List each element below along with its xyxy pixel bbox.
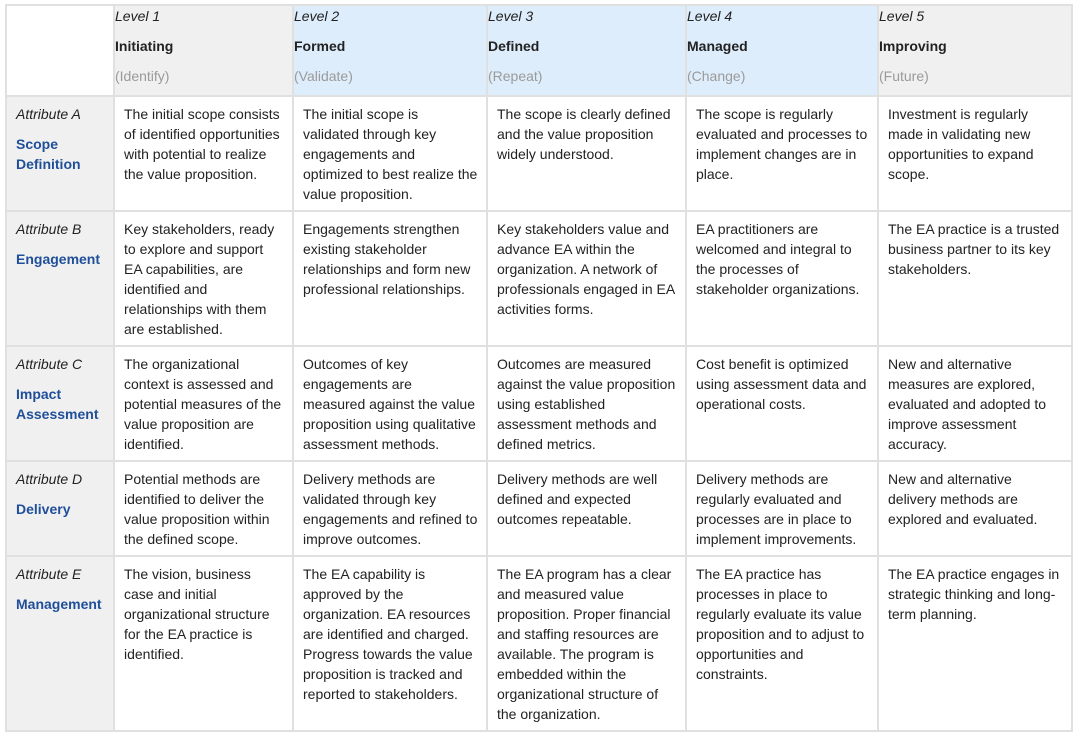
stage-name: Improving [879, 38, 947, 54]
level-label: Level 2 [294, 8, 340, 24]
attribute-name: Delivery [16, 501, 71, 517]
attribute-code: Attribute B [16, 221, 82, 237]
stage-name: Formed [294, 38, 346, 54]
stage-name: Managed [687, 38, 748, 54]
attribute-cell [6, 556, 114, 731]
attribute-code: Attribute C [16, 356, 83, 372]
attribute-name: Impact Assessment [16, 386, 99, 422]
stage-verb: (Identify) [115, 68, 170, 84]
level-3-header [487, 5, 686, 96]
matrix-cell: The initial scope consists of identified opportunities with potential to realize the value proposition. [114, 96, 293, 211]
attribute-row-engagement [6, 211, 1072, 346]
level-1-header [114, 5, 293, 96]
matrix-cell: Potential methods are identified to deliver the value proposition within the defined scope. [114, 461, 293, 556]
matrix-cell: Engagements strengthen existing stakeholder relationships and form new professional relationships. [293, 211, 487, 346]
matrix-cell: The EA capability is approved by the organization. EA resources are identified and charged. Progress towards the value proposition is tracked and reported to stakeholders. [293, 556, 487, 731]
header-row [6, 5, 1072, 96]
matrix-cell: The organizational context is assessed and potential measures of the value proposition are identified. [114, 346, 293, 461]
attribute-code: Attribute A [16, 106, 81, 122]
matrix-cell: Delivery methods are validated through key engagements and refined to improve outcomes. [293, 461, 487, 556]
level-label: Level 3 [488, 8, 534, 24]
attribute-cell [6, 96, 114, 211]
attribute-name: Scope Definition [16, 136, 81, 172]
attribute-cell [6, 461, 114, 556]
stage-verb: (Validate) [294, 68, 353, 84]
matrix-cell: The EA program has a clear and measured value proposition. Proper financial and staffing resources are available. The program is embedded within the organizational structure of the organization. [487, 556, 686, 731]
corner-cell [6, 5, 114, 96]
attribute-row-impact-assessment [6, 346, 1072, 461]
attribute-code: Attribute E [16, 566, 82, 582]
matrix-cell: The EA practice has processes in place to regularly evaluate its value proposition and to adjust to opportunities and constraints. [686, 556, 878, 731]
matrix-cell: Key stakeholders value and advance EA within the organization. A network of professionals engaged in EA activities forms. [487, 211, 686, 346]
matrix-cell: The EA practice is a trusted business partner to its key stakeholders. [878, 211, 1072, 346]
attribute-cell [6, 211, 114, 346]
stage-name: Initiating [115, 38, 174, 54]
stage-verb: (Change) [687, 68, 746, 84]
matrix-cell: The EA practice engages in strategic thinking and long-term planning. [878, 556, 1072, 731]
matrix-cell: Cost benefit is optimized using assessment data and operational costs. [686, 346, 878, 461]
matrix-cell: Investment is regularly made in validating new opportunities to expand scope. [878, 96, 1072, 211]
level-5-header [878, 5, 1072, 96]
stage-verb: (Future) [879, 68, 929, 84]
matrix-cell: New and alternative measures are explored, evaluated and adopted to improve assessment accuracy. [878, 346, 1072, 461]
maturity-matrix-table [5, 4, 1073, 732]
stage-verb: (Repeat) [488, 68, 543, 84]
matrix-cell: The scope is regularly evaluated and processes to implement changes are in place. [686, 96, 878, 211]
attribute-row-scope-definition [6, 96, 1072, 211]
attribute-code: Attribute D [16, 471, 83, 487]
attribute-cell [6, 346, 114, 461]
level-label: Level 4 [687, 8, 733, 24]
matrix-cell: EA practitioners are welcomed and integral to the processes of stakeholder organizations. [686, 211, 878, 346]
matrix-cell: The scope is clearly defined and the value proposition widely understood. [487, 96, 686, 211]
matrix-cell: Delivery methods are well defined and expected outcomes repeatable. [487, 461, 686, 556]
level-2-header [293, 5, 487, 96]
matrix-cell: Delivery methods are regularly evaluated and processes are in place to implement improvements. [686, 461, 878, 556]
matrix-cell: Key stakeholders, ready to explore and support EA capabilities, are identified and relationships with them are established. [114, 211, 293, 346]
matrix-cell: The vision, business case and initial organizational structure for the EA practice is identified. [114, 556, 293, 731]
matrix-cell: New and alternative delivery methods are explored and evaluated. [878, 461, 1072, 556]
matrix-cell: The initial scope is validated through key engagements and optimized to best realize the value proposition. [293, 96, 487, 211]
level-label: Level 5 [879, 8, 925, 24]
attribute-row-delivery [6, 461, 1072, 556]
stage-name: Defined [488, 38, 540, 54]
level-4-header [686, 5, 878, 96]
attribute-row-management [6, 556, 1072, 731]
matrix-cell: Outcomes of key engagements are measured against the value proposition using qualitative assessment methods. [293, 346, 487, 461]
level-label: Level 1 [115, 8, 161, 24]
attribute-name: Management [16, 596, 102, 612]
matrix-cell: Outcomes are measured against the value proposition using established assessment methods and defined metrics. [487, 346, 686, 461]
attribute-name: Engagement [16, 251, 101, 267]
